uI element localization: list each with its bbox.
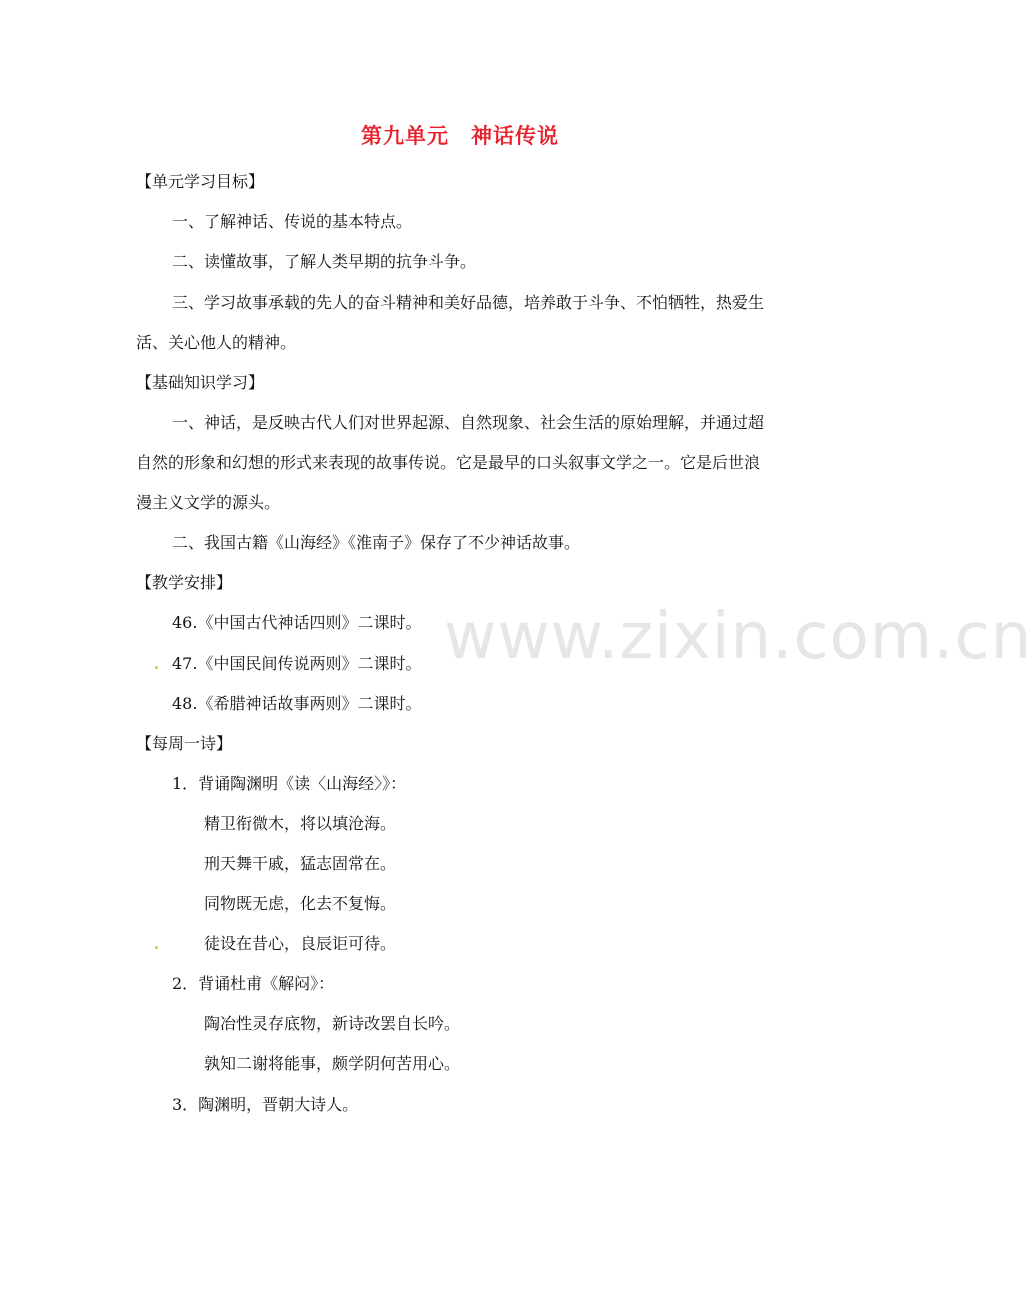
poem-line: 孰知二谢将能事，颇学阴何苦用心。 xyxy=(204,1054,461,1073)
poem-line: 同物既无虑，化去不复悔。 xyxy=(204,894,397,913)
poem-line: 陶冶性灵存底物，新诗改罢自长吟。 xyxy=(204,1014,461,1033)
site-watermark: www.zixin.com.cn xyxy=(444,600,1032,674)
poem-item-3: 3．陶渊明，晋朝大诗人。 xyxy=(172,1095,359,1114)
poem-line: 徒设在昔心，良辰讵可待。 xyxy=(204,934,397,953)
section-heading-schedule: 【教学安排】 xyxy=(136,573,233,592)
decorative-dot xyxy=(155,666,158,669)
page-title: 第九单元 神话传说 xyxy=(361,124,559,148)
section-heading-poem: 【每周一诗】 xyxy=(136,734,233,753)
schedule-item: 46.《中国古代神话四则》二课时。 xyxy=(172,613,422,632)
basics-paragraph-continued: 漫主义文学的源头。 xyxy=(136,493,281,512)
basics-paragraph-continued: 自然的形象和幻想的形式来表现的故事传说。它是最早的口头叙事文学之一。它是后世浪 xyxy=(136,453,761,472)
poem-line: 刑天舞干戚，猛志固常在。 xyxy=(204,854,397,873)
poem-line: 精卫衔微木，将以填沧海。 xyxy=(204,814,397,833)
section-heading-goals: 【单元学习目标】 xyxy=(136,172,265,191)
basics-paragraph: 一、神话，是反映古代人们对世界起源、自然现象、社会生活的原始理解，并通过超 xyxy=(172,413,765,432)
schedule-item: 47.《中国民间传说两则》二课时。 xyxy=(172,654,422,673)
poem-item-1: 1．背诵陶渊明《读〈山海经〉》： xyxy=(172,774,407,793)
schedule-item: 48.《希腊神话故事两则》二课时。 xyxy=(172,694,422,713)
goal-item: 二、读懂故事，了解人类早期的抗争斗争。 xyxy=(172,252,477,271)
goal-item-continued: 活、关心他人的精神。 xyxy=(136,333,297,352)
basics-item: 二、我国古籍《山海经》《淮南子》保存了不少神话故事。 xyxy=(172,533,581,552)
goal-item: 一、了解神话、传说的基本特点。 xyxy=(172,212,413,231)
decorative-dot xyxy=(155,946,158,949)
section-heading-basics: 【基础知识学习】 xyxy=(136,373,265,392)
poem-item-2: 2．背诵杜甫《解闷》： xyxy=(172,974,335,993)
goal-item: 三、学习故事承载的先人的奋斗精神和美好品德，培养敢于斗争、不怕牺牲，热爱生 xyxy=(172,293,765,312)
